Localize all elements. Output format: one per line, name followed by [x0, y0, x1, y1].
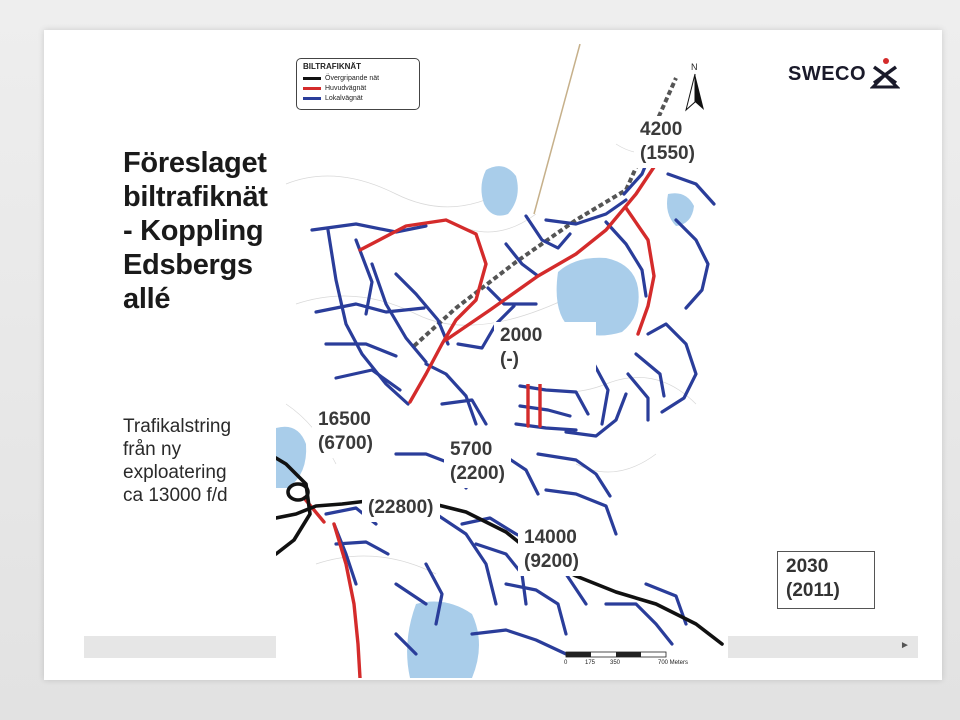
scale-labels: [564, 660, 704, 678]
legend-swatch: [303, 77, 321, 80]
year-legend-box: 2030 (2011): [777, 551, 875, 609]
scale-bar: [566, 652, 666, 657]
traffic-label-west: 16500 (6700): [312, 406, 379, 458]
map-legend: [296, 58, 420, 110]
legend-item: [303, 83, 413, 93]
traffic-network-map: [276, 44, 728, 678]
scale-tick: 350: [610, 660, 621, 666]
scale-tick: 700 Meters: [658, 660, 689, 666]
legend-title: BILTRAFIKNÄT: [303, 62, 362, 71]
sweco-logo: [788, 56, 900, 92]
legend-swatch: [303, 87, 321, 90]
traffic-label-middle: 5700 (2200): [444, 436, 511, 488]
traffic-label-center: 2000 (-): [494, 322, 596, 384]
traffic-label-northeast: 4200 (1550): [634, 116, 701, 168]
north-label: N: [691, 62, 698, 72]
legend-swatch: [303, 97, 321, 100]
legend-item: [303, 93, 413, 103]
legend-label: Lokalvägnät: [325, 94, 363, 102]
logo-text: SWECO: [788, 62, 867, 85]
traffic-label-south: 14000 (9200): [518, 524, 585, 576]
slide-title: Föreslaget biltrafiknät - Koppling Edsbergs allé: [123, 147, 268, 315]
sweco-mark-icon: [870, 57, 900, 91]
north-arrow-icon: [682, 62, 708, 114]
next-slide-icon[interactable]: ►: [900, 640, 910, 651]
legend-label: Huvudvägnät: [325, 84, 367, 92]
scale-tick: 175: [585, 660, 596, 666]
slide-subtitle: Trafikalstring från ny exploatering ca 13000 f/d: [123, 416, 232, 506]
traffic-label-southwest: (22800): [362, 494, 440, 522]
legend-label: Övergripande nät: [325, 74, 380, 82]
scale-tick: 0: [564, 660, 568, 666]
legend-item: [303, 73, 413, 83]
